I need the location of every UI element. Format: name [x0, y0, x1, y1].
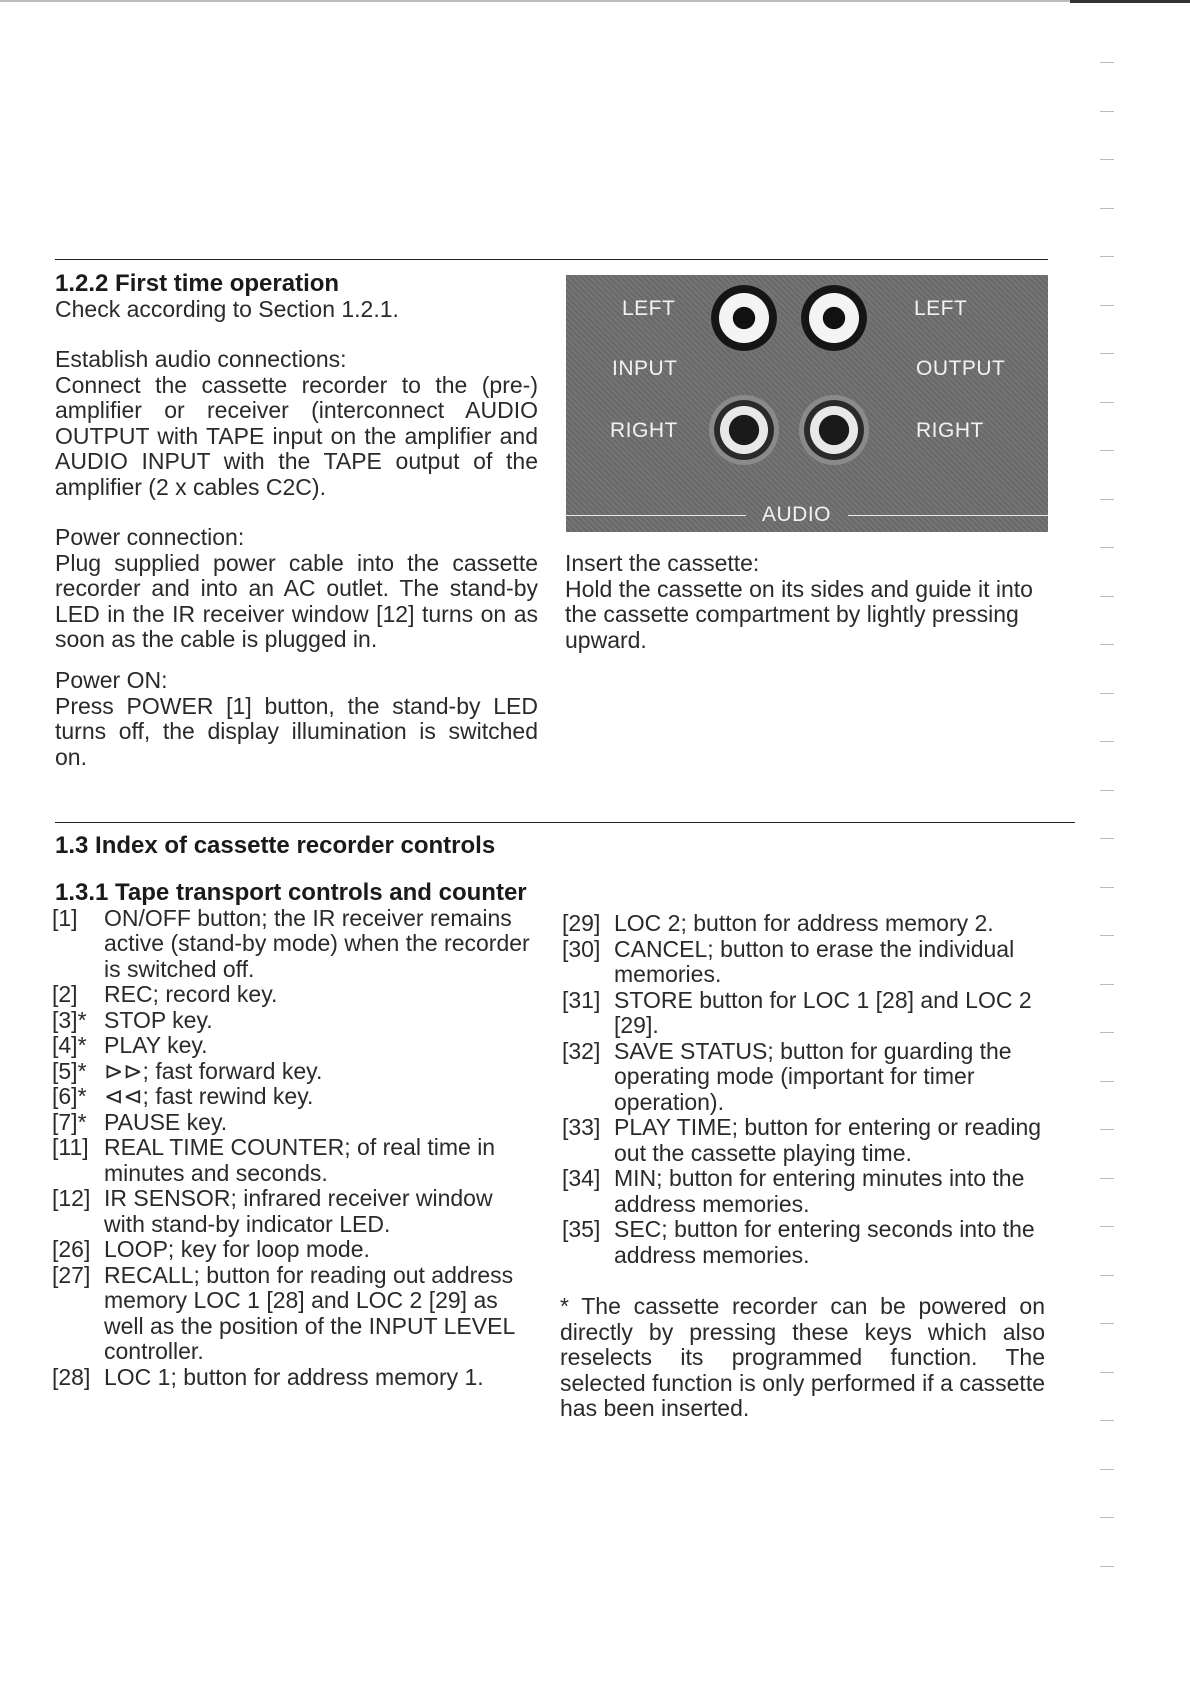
- paragraph-title: Insert the cassette:: [565, 550, 760, 576]
- list-item: [2] REC; record key.: [52, 981, 278, 1007]
- paragraph: Connect the cassette recorder to the (pre-) amplifier or receiver (interconnect AUDIO OUTPUT with TAPE input on the amplifier and AUDIO INPUT with the TAPE output of the amplifier (2 x cables C2C).: [55, 371, 538, 500]
- list-item: [34] MIN; button for entering minutes into the address memories.: [562, 1165, 1025, 1217]
- rca-jack-icon: [709, 395, 779, 465]
- list-item: [7]* PAUSE key.: [52, 1108, 228, 1135]
- subsection-heading: 1.3.1 Tape transport controls and counter: [55, 879, 527, 906]
- paragraph: Press POWER [1] button, the stand-by LED turns off, the display illumination is switched on.: [55, 692, 538, 770]
- list-item: [29] LOC 2; button for address memory 2.: [562, 910, 994, 936]
- list-item: [3]* STOP key.: [52, 1006, 213, 1033]
- page-top-edge: [0, 0, 1190, 2]
- list-item: [1] ON/OFF button; the IR receiver remains active (stand-by mode) when the recorder is switched off.: [52, 904, 530, 982]
- controls-index-left: [52, 880, 538, 1390]
- controls-list: [562, 911, 1048, 1268]
- audio-line: [848, 515, 1048, 516]
- list-item: [28] LOC 1; button for address memory 1.: [52, 1363, 484, 1390]
- paragraph-title: Establish audio connections:: [55, 346, 347, 372]
- paragraph-title: Power connection:: [55, 524, 245, 550]
- paragraph-title: Power ON:: [55, 667, 168, 693]
- list-item: [12] IR SENSOR; infrared receiver window with stand-by indicator LED.: [52, 1185, 493, 1237]
- rca-jack-icon: [799, 283, 869, 353]
- audio-jacks-photo: [566, 275, 1048, 532]
- list-item: [32] SAVE STATUS; button for guarding the operating mode (important for timer operation).: [562, 1037, 1012, 1115]
- rca-jack-icon: [799, 395, 869, 465]
- list-item: [30] CANCEL; button to erase the individual memories.: [562, 935, 1015, 987]
- jack-label: LEFT: [622, 297, 676, 320]
- rca-jack-icon: [709, 283, 779, 353]
- list-item: [31] STORE button for LOC 1 [28] and LOC 2 [29].: [562, 986, 1032, 1038]
- page-top-edge-dark: [1070, 0, 1190, 3]
- list-item: [5]* ⊳⊳; fast forward key.: [52, 1057, 323, 1084]
- list-item: [35] SEC; button for entering seconds into the address memories.: [562, 1216, 1035, 1268]
- list-item: [27] RECALL; button for reading out address memory LOC 1 [28] and LOC 2 [29] as well as the position of the INPUT LEVEL controller.: [52, 1261, 515, 1364]
- controls-index-right: [562, 911, 1048, 1268]
- insert-cassette: [565, 551, 1049, 653]
- paragraph: Check according to Section 1.2.1.: [55, 295, 399, 322]
- list-item: [4]* PLAY key.: [52, 1032, 208, 1058]
- jack-label: LEFT: [914, 297, 968, 320]
- footnote: * The cassette recorder can be powered on directly by pressing these keys which also reselects its programmed function. The selected function is only performed if a cassette has been inserted.: [560, 1293, 1045, 1421]
- section-heading: 1.3 Index of cassette recorder controls: [55, 832, 496, 859]
- jack-label: INPUT: [612, 357, 678, 380]
- list-item: [11] REAL TIME COUNTER; of real time in minutes and seconds.: [52, 1134, 496, 1186]
- margin-tick-marks: [1100, 62, 1114, 1614]
- audio-label: AUDIO: [762, 503, 832, 526]
- section-heading: 1.2.2 First time operation: [55, 270, 340, 297]
- paragraph: Hold the cassette on its sides and guide it into the cassette compartment by lightly pressing upward.: [565, 575, 1033, 653]
- jack-label: OUTPUT: [916, 357, 1006, 380]
- paragraph: Plug supplied power cable into the cassette recorder and into an AC outlet. The stand-by LED in the IR receiver window [12] turns on as soon as the cable is plugged in.: [55, 549, 538, 652]
- section-divider: [55, 822, 1075, 823]
- list-item: [26] LOOP; key for loop mode.: [52, 1236, 370, 1262]
- list-item: [33] PLAY TIME; button for entering or reading out the cassette playing time.: [562, 1114, 1042, 1166]
- controls-list: [52, 906, 538, 1391]
- section-1-2-2-power-on: [55, 668, 538, 770]
- section-divider: [55, 259, 1048, 260]
- audio-line: [566, 515, 746, 516]
- jack-label: RIGHT: [610, 419, 678, 442]
- list-item: [6]* ⊲⊲; fast rewind key.: [52, 1083, 314, 1109]
- section-1-2-2: [55, 271, 538, 653]
- jack-label: RIGHT: [916, 419, 984, 442]
